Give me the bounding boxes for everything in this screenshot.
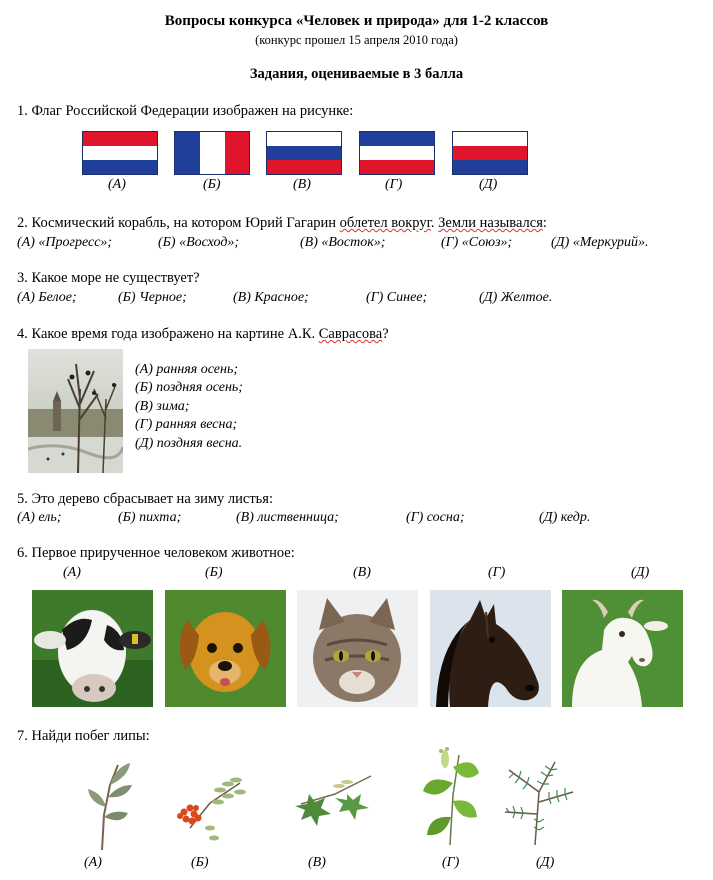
q3-option-c: (В) Красное; [233,290,309,305]
flag-b [174,131,250,175]
flag-c-stripe-bottom [267,160,341,174]
q4-option-a: (А) ранняя осень; [135,362,239,377]
flag-label-a: (А) [108,177,126,192]
q4-text-underlined: Саврасова [318,326,383,342]
q2-option-a: (А) «Прогресс»; [17,235,113,250]
puppy-image [165,590,286,707]
flag-label-e: (Д) [479,177,498,192]
q4-option-b: (Б) поздняя осень; [135,380,243,395]
animal-label-d: (Г) [488,565,506,580]
linden-branch-image [415,745,485,845]
flag-d [359,131,435,175]
question-1-text: 1. Флаг Российской Федерации изображен на рисунке: [17,103,354,119]
rowan-branch-image [170,768,250,846]
document-subtitle: (конкурс прошел 15 апреля 2010 года) [255,33,458,47]
painting-rooks-image [28,349,123,473]
flag-label-c: (В) [293,177,311,192]
question-2-text [17,215,547,232]
flag-e-stripe-mid [453,146,527,160]
plant-label-a: (А) [84,855,102,870]
question-4-text [17,326,389,343]
q2-option-d: (Г) «Союз»; [441,235,513,250]
plant-label-b: (Б) [191,855,209,870]
flag-a-stripe-top [83,132,157,146]
flag-c-stripe-mid [267,146,341,160]
question-3-text: 3. Какое море не существует? [17,270,200,286]
plant-label-c: (В) [308,855,326,870]
q5-option-c: (В) лиственница; [236,510,339,525]
flag-e [452,131,528,175]
q5-option-d: (Г) сосна; [406,510,465,525]
flag-a [82,131,158,175]
flag-b-stripe-left [175,132,200,174]
flag-a-stripe-bottom [83,160,157,174]
animal-label-e: (Д) [631,565,650,580]
q5-option-a: (А) ель; [17,510,62,525]
q2-option-b: (Б) «Восход»; [158,235,240,250]
flag-c-stripe-top [267,132,341,146]
q2-text-underlined: облетел вокруг [339,215,431,231]
q2-text-part: : [542,215,547,231]
flag-label-d: (Г) [385,177,403,192]
q3-option-d: (Г) Синее; [366,290,428,305]
goat-image [562,590,683,707]
q5-option-b: (Б) пихта; [118,510,182,525]
flag-b-stripe-mid [200,132,225,174]
flag-c-russia [266,131,342,175]
maple-branch-image [291,764,378,826]
question-6-text: 6. Первое прирученное человеком животное: [17,545,295,561]
flag-b-stripe-right [225,132,249,174]
q2-text-part: 2. Космический корабль, на котором Юрий Гагарин [17,215,340,231]
q4-text-part: 4. Какое время года изображено на картине А.К. [17,326,319,342]
q3-option-b: (Б) Черное; [118,290,187,305]
q4-text-part: ? [382,326,389,342]
q2-option-e: (Д) «Меркурий». [551,235,649,250]
horse-image [430,590,551,707]
q3-option-e: (Д) Желтое. [479,290,553,305]
q3-option-a: (А) Белое; [17,290,77,305]
oak-branch-image [82,755,138,850]
question-5-text: 5. Это дерево сбрасывает на зиму листья: [17,491,273,507]
cow-image [32,590,153,707]
section-heading: Задания, оцениваемые в 3 балла [249,66,464,82]
flag-d-stripe-mid [360,146,434,160]
flag-d-stripe-bottom [360,160,434,174]
animal-label-c: (В) [353,565,371,580]
flag-label-b: (Б) [203,177,221,192]
q4-option-e: (Д) поздняя весна. [135,436,243,451]
q4-option-d: (Г) ранняя весна; [135,417,238,432]
flag-e-stripe-top [453,132,527,146]
q2-option-c: (В) «Восток»; [300,235,386,250]
spruce-branch-image [495,752,583,845]
question-7-text: 7. Найди побег липы: [17,728,150,744]
q2-text-underlined: Земли назывался [438,215,543,231]
plant-label-d: (Г) [442,855,460,870]
cat-image [297,590,418,707]
plant-label-e: (Д) [536,855,555,870]
flag-a-stripe-mid [83,146,157,160]
animal-label-a: (А) [63,565,81,580]
q2-text-part: . [430,215,439,231]
flag-d-stripe-top [360,132,434,146]
flag-e-stripe-bottom [453,160,527,174]
animal-label-b: (Б) [205,565,223,580]
q5-option-e: (Д) кедр. [539,510,591,525]
document-title: Вопросы конкурса «Человек и природа» для 1-2 классов [164,13,549,29]
q4-option-c: (В) зима; [135,399,190,414]
